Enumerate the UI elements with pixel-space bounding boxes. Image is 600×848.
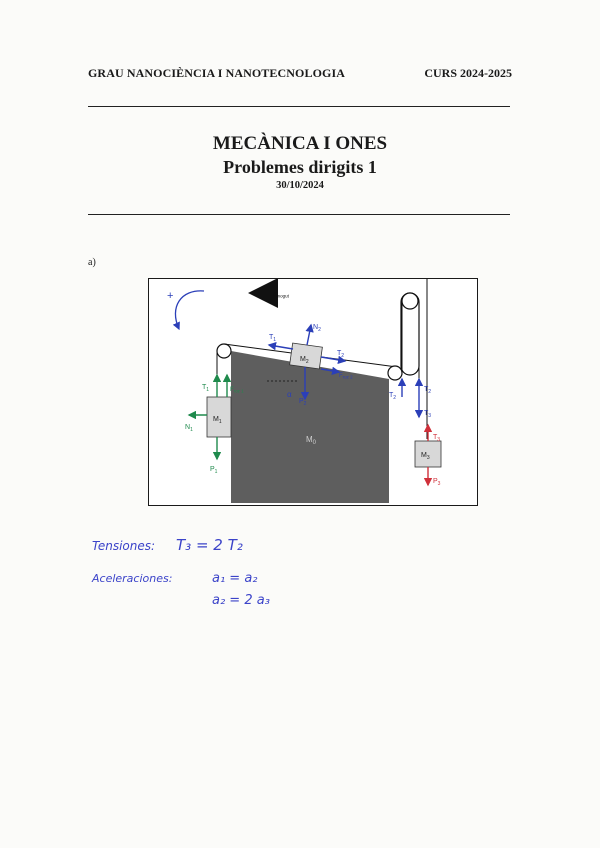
label-t1-m1: $T_1$ [202,384,210,393]
force-t1-m2 [269,345,293,349]
label-alpha: α [287,390,292,399]
label-m1: $M_1$ [213,416,222,425]
page-subtitle: Problemes dirigits 1 [223,157,377,177]
label-t3-m3: $T_3$ [433,434,441,443]
right-pulley [388,366,402,380]
part-label: a) [88,257,96,268]
label-froz2: $F_{roz 2}$ [339,373,353,380]
header-rule [88,106,510,107]
label-n1: $N_1$ [185,424,193,433]
plus-sign: + [167,290,174,302]
title-rule [88,214,510,215]
rotation-arrow [175,291,204,329]
block-m3 [415,441,441,467]
label-p2: $P_2$ [299,398,307,407]
label-m2: $M_2$ [300,356,309,365]
accel-equation-1: a₁ = a₂ [212,571,258,586]
label-t2-m2: $T_2$ [337,350,345,359]
label-m3: $M_3$ [421,452,430,461]
tension-label: Tensiones: [92,539,156,553]
handwritten-notes [90,528,330,618]
top-pulley [402,293,418,309]
label-t3-col: $T_3$ [424,410,432,419]
label-p1: $P_1$ [210,466,218,475]
block-m1 [207,397,231,437]
body-m0 [231,351,389,503]
block-m2 [290,343,323,369]
page-title: MECÀNICA I ONES [212,133,388,154]
accel-label-notes: Aceleraciones: [92,572,173,585]
tension-equation: T₃ = 2 T₂ [176,536,243,554]
label-n2: $N_2$ [313,324,321,333]
force-n2 [307,325,311,345]
mechanics-figure [148,278,478,506]
label-p3: $P_3$ [433,478,441,487]
accel-equation-2: a₂ = 2 a₃ [212,593,270,608]
accel-label: $a_{mogut}$ [273,292,289,299]
label-t2-left: $T_2$ [389,392,397,401]
label-froz1: $F_{roz 1}$ [230,387,244,394]
header-course: CURS 2024-2025 [424,66,512,80]
left-pulley [217,344,231,358]
header-program: GRAU NANOCIÈNCIA I NANOTECNOLOGIA [88,66,345,80]
label-t2-right: $T_2$ [424,386,432,395]
label-m0: $M_0$ [306,435,317,446]
page-date: 30/10/2024 [276,180,324,191]
label-t1-m2: $T_1$ [269,334,277,343]
